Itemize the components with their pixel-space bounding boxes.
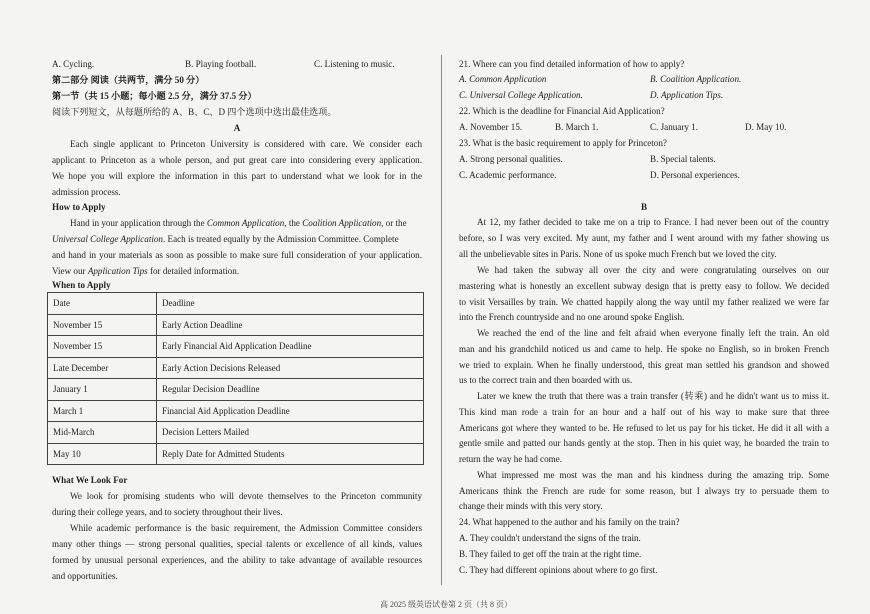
passage-line: gentle smile and patted our hands gently at the stop. Then in his quiet way, he boarded the train to — [459, 438, 829, 448]
q24-option-b: B. They failed to get off the train at the right time. — [459, 549, 642, 559]
how-to-apply-heading: How to Apply — [52, 202, 106, 212]
passage-line: At 12, my father decided to take me on a trip to France. I had never been out of the country — [477, 217, 829, 227]
what-line: We look for promising students who will devote themselves to the Princeton community — [70, 491, 422, 501]
q23-option-c: C. Academic performance. — [459, 170, 557, 180]
q20-option-c: C. Listening to music. — [314, 59, 395, 69]
table-cell: November 15 — [48, 314, 157, 336]
table-header-cell: Deadline — [157, 293, 424, 315]
passage-line: man and his grandchild noticed us and came to help. He spoke no English, so in broken French — [459, 344, 829, 354]
what-line: during their college years, and to society throughout their lives. — [52, 507, 283, 517]
deadline-table — [47, 292, 424, 465]
passage-line: into the French countryside and no one around spoke English. — [459, 312, 685, 322]
table-cell: Early Action Deadline — [157, 314, 424, 336]
how-line-2: Universal College Application. Each is treated equally by the Admission Committee. Complete — [52, 234, 399, 244]
passage-line: What impressed me most was the man and his kindness during the amazing trip. Some — [477, 470, 829, 480]
passage-line: return the way he had come. — [459, 454, 563, 464]
passage-line: We reached the end of the line and felt afraid when everyone finally left the train. An old — [477, 328, 829, 338]
q21-option-a: A. Common Application — [459, 74, 547, 84]
table-cell: Early Action Decisions Released — [157, 357, 424, 379]
what-line: many other things — strong personal qualities, special talents or excellence of all kinds, values — [52, 539, 422, 549]
column-divider — [441, 55, 442, 585]
q23-option-d: D. Personal experiences. — [650, 170, 740, 180]
q20-option-b: B. Playing football. — [185, 59, 257, 69]
question-23: 23. What is the basic requirement to apply for Princeton? — [459, 138, 667, 148]
what-line: formed by unusual personal experiences, and the ability to take advantage of available resources — [52, 555, 422, 565]
table-cell: November 15 — [48, 336, 157, 358]
q22-option-c: C. January 1. — [650, 122, 698, 132]
q22-option-d: D. May 10. — [745, 122, 787, 132]
intro-line: We hope you will explore the information in this part to understand what we look for in the — [52, 171, 422, 181]
question-24: 24. What happened to the author and his family on the train? — [459, 517, 680, 527]
intro-line: admission process. — [52, 187, 121, 197]
passage-line: all the unbelievable sites in Paris. None of us spoke much French but we loved the city. — [459, 249, 777, 259]
table-cell: Mid-March — [48, 422, 157, 444]
when-to-apply-heading: When to Apply — [52, 280, 111, 290]
table-row — [48, 336, 424, 358]
part2-heading: 第二部分 阅读（共两节，满分 50 分） — [52, 75, 205, 85]
passage-line: change their minds with this very story. — [459, 501, 603, 511]
q23-option-a: A. Strong personal qualities. — [459, 154, 563, 164]
table-row — [48, 379, 424, 401]
passage-line: we tried to explain. When he finally understood, this great man settled his grandson and showed — [459, 360, 829, 370]
question-21: 21. Where can you find detailed information of how to apply? — [459, 59, 685, 69]
table-cell: Decision Letters Mailed — [157, 422, 424, 444]
q24-option-c: C. They had different opinions about where to go first. — [459, 565, 658, 575]
table-row — [48, 357, 424, 379]
passage-line: Americans think the French are rude for some reason, but I always try to persuade them to — [459, 486, 829, 496]
passage-line: This kind man rode a train for an hour and a half out of his way to make sure that three — [459, 407, 829, 417]
table-cell: January 1 — [48, 379, 157, 401]
passage-line: Later we knew the truth that there was a train transfer (转乘) and he didn't want us to miss it. — [477, 391, 829, 401]
how-line-1: Hand in your application through the Common Application, the Coalition Application, or the — [70, 218, 407, 228]
table-cell: Regular Decision Deadline — [157, 379, 424, 401]
table-row — [48, 422, 424, 444]
q21-option-c: C. Universal College Application. — [459, 90, 583, 100]
table-cell: March 1 — [48, 400, 157, 422]
passage-line: before, so I was very excited. My aunt, my father and I went around with my father showing us — [459, 233, 829, 243]
table-header-row — [48, 293, 424, 315]
what-we-look-for-heading: What We Look For — [52, 475, 128, 485]
passage-line: to visit Versailles by train. We chatted happily along the way until my father realized we were far — [459, 297, 829, 307]
passage-line: Americans got where they wanted to be. He refused to let us pay for his ticket. He did it all with a — [459, 423, 829, 433]
passage-line: We had taken the subway all over the city and were congratulating ourselves on our — [477, 265, 829, 275]
table-cell: Late December — [48, 357, 157, 379]
intro-line: Each single applicant to Princeton University is considered with care. We consider each — [70, 139, 422, 149]
q21-option-b: B. Coalition Application. — [650, 74, 742, 84]
q21-option-d: D. Application Tips. — [650, 90, 724, 100]
q22-option-a: A. November 15. — [459, 122, 523, 132]
what-line: and opportunities. — [52, 571, 118, 581]
question-22: 22. Which is the deadline for Financial Aid Application? — [459, 106, 665, 116]
how-line-4: View our Application Tips for detailed information. — [52, 266, 240, 276]
how-line-3: and hand in your materials as soon as possible to make sure full consideration of your application. — [52, 250, 422, 260]
passage-b-label: B — [640, 202, 648, 212]
intro-line: applicant to Princeton as a whole person, and put great care into considering every application. — [52, 155, 422, 165]
what-line: While academic performance is the basic requirement, the Admission Committee considers — [70, 523, 422, 533]
table-cell: May 10 — [48, 443, 157, 465]
passage-line: us to the correct train and then boarded with us. — [459, 375, 633, 385]
section1-heading: 第一节（共 15 小题；每小题 2.5 分，满分 37.5 分） — [52, 91, 257, 101]
page-footer: 高 2025 级英语试卷第 2 页（共 8 页） — [380, 600, 512, 609]
passage-line: mastering what is honestly an excellent subway design that is pretty easy to follow. We decided — [459, 281, 829, 291]
table-cell: Early Financial Aid Application Deadline — [157, 336, 424, 358]
table-cell: Financial Aid Application Deadline — [157, 400, 424, 422]
table-row — [48, 314, 424, 336]
table-header-cell: Date — [48, 293, 157, 315]
table-row — [48, 443, 424, 465]
passage-a-label: A — [233, 123, 241, 133]
q23-option-b: B. Special talents. — [650, 154, 716, 164]
table-row — [48, 400, 424, 422]
q20-option-a: A. Cycling. — [52, 59, 95, 69]
instructions: 阅读下列短文，从每题所给的 A、B、C、D 四个选项中选出最佳选项。 — [52, 107, 337, 117]
table-cell: Reply Date for Admitted Students — [157, 443, 424, 465]
q24-option-a: A. They couldn't understand the signs of the train. — [459, 533, 641, 543]
q22-option-b: B. March 1. — [555, 122, 599, 132]
